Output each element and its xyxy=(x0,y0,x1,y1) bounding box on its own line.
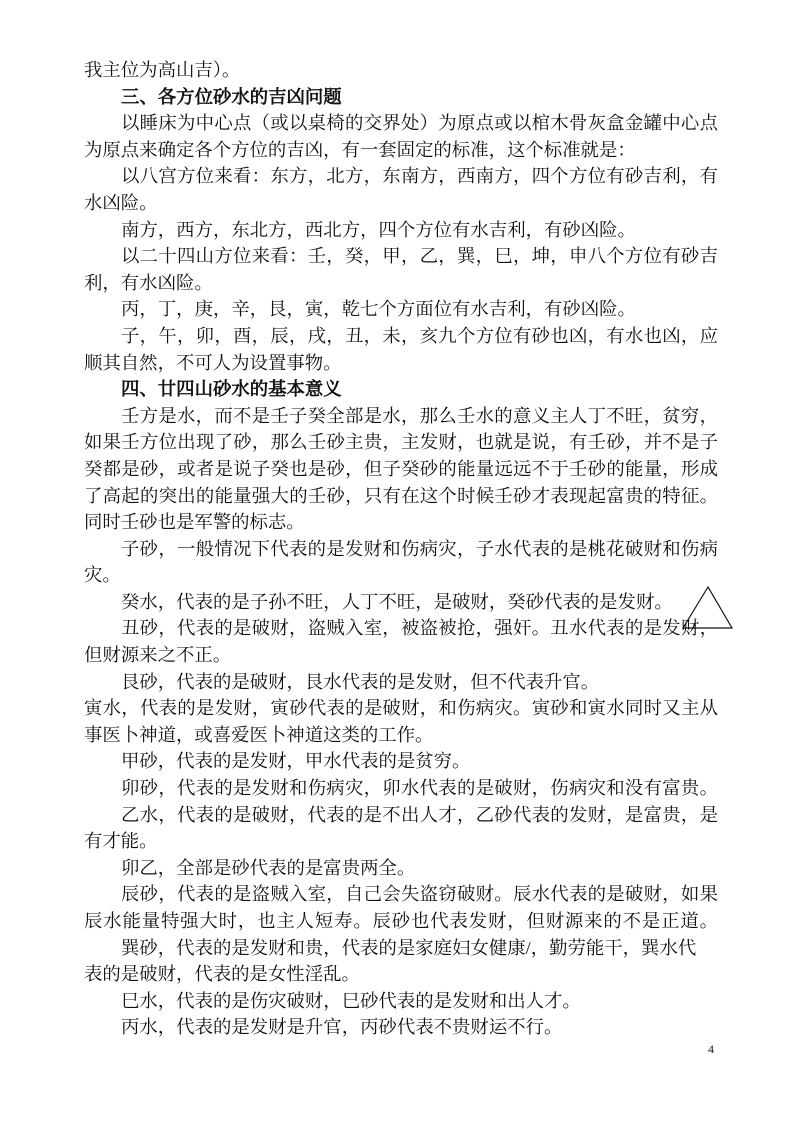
text-line: 顺其自然，不可人为设置事物。 xyxy=(84,352,342,373)
text-line: 事医卜神道，或喜爱医卜神道这类的工作。 xyxy=(84,724,434,745)
text-line: 同时壬砂也是军警的标志。 xyxy=(84,512,305,533)
text-line: 表的是破财，代表的是女性淫乱。 xyxy=(84,964,360,985)
text-line: 辰水能量特强大时，也主人短寿。辰砂也代表发财，但财源来的不是正道。 xyxy=(84,911,718,931)
text-line: 利，有水凶险。 xyxy=(84,272,213,293)
text-line: 巽砂，代表的是发财和贵，代表的是家庭妇女健康/，勤劳能干，巽水代 xyxy=(121,937,697,958)
text-line: 以八宫方位来看：东方，北方，东南方，西南方，四个方位有砂吉利，有 xyxy=(121,166,718,187)
text-line: 丙水，代表的是发财是升官，丙砂代表不贵财运不行。 xyxy=(121,1017,563,1038)
text-line: 卯砂，代表的是发财和伤病灾，卯水代表的是破财，伤病灾和没有富贵。 xyxy=(121,778,718,799)
text-line: 艮砂，代表的是破财，艮水代表的是发财，但不代表升官。 xyxy=(121,671,600,692)
text-line: 南方，西方，东北方，西北方，四个方位有水吉利，有砂凶险。 xyxy=(121,219,636,240)
text-line: 巳水，代表的是伤灾破财，巳砂代表的是发财和出人才。 xyxy=(121,990,581,1011)
page-number: 4 xyxy=(708,1042,714,1056)
text-line: 辰砂，代表的是盗贼入室，自己会失盗窃破财。辰水代表的是破财，如果 xyxy=(121,884,718,905)
text-line: 癸都是砂，或者是说子癸也是砂，但子癸砂的能量远远不于壬砂的能量，形成 xyxy=(84,458,718,479)
text-line: 子砂，一般情况下代表的是发财和伤病灾，子水代表的是桃花破财和伤病 xyxy=(121,538,718,559)
text-line: 如果壬方位出现了砂，那么壬砂主贵，主发财，也就是说，有壬砂，并不是子 xyxy=(84,432,718,453)
text-line: 了高起的突出的能量强大的壬砂，只有在这个时候壬砂才表现起富贵的特征。 xyxy=(84,485,718,506)
triangle-shape xyxy=(682,586,734,630)
text-line: 癸水，代表的是子孙不旺，人丁不旺，是破财，癸砂代表的是发财。 xyxy=(121,591,673,612)
text-line: 卯乙，全部是砂代表的是富贵两全。 xyxy=(121,857,416,878)
text-line: 灾。 xyxy=(84,565,121,586)
text-line: 壬方是水，而不是壬子癸全部是水，那么壬水的意义主人丁不旺，贫穷， xyxy=(121,405,718,426)
text-line: 水凶险。 xyxy=(84,192,158,213)
text-line: 为原点来确定各个方位的吉凶，有一套固定的标准，这个标准就是： xyxy=(84,139,636,160)
text-line: 以二十四山方位来看：壬，癸，甲，乙，巽，巳，坤，申八个方位有砂吉 xyxy=(121,246,718,267)
document-body xyxy=(84,57,718,1041)
text-line: 以睡床为中心点（或以桌椅的交界处）为原点或以棺木骨灰盒金罐中心点 xyxy=(121,113,718,134)
text-line: 但财源来之不正。 xyxy=(84,645,232,666)
text-line: 子，午，卯，酉，辰，戌，丑，未，亥九个方位有砂也凶，有水也凶，应 xyxy=(121,325,718,346)
text-line: 甲砂，代表的是发财，甲水代表的是贫穷。 xyxy=(121,751,471,772)
text-line: 乙水，代表的是破财，代表的是不出人才，乙砂代表的发财，是富贵，是 xyxy=(121,804,718,825)
text-line: 丙，丁，庚，辛，艮，寅，乾七个方面位有水吉利，有砂凶险。 xyxy=(121,299,636,320)
text-line: 我主位为高山吉）。 xyxy=(84,60,241,80)
text-line: 丑砂，代表的是破财，盗贼入室，被盗被抢，强奸。丑水代表的是发财， xyxy=(121,618,718,639)
text-line: 寅水，代表的是发财，寅砂代表的是破财，和伤病灾。寅砂和寅水同时又主从 xyxy=(84,698,718,719)
text-line: 有才能。 xyxy=(84,831,158,852)
section-heading: 三、各方位砂水的吉凶问题 xyxy=(121,86,342,107)
section-heading: 四、廿四山砂水的基本意义 xyxy=(121,379,342,400)
